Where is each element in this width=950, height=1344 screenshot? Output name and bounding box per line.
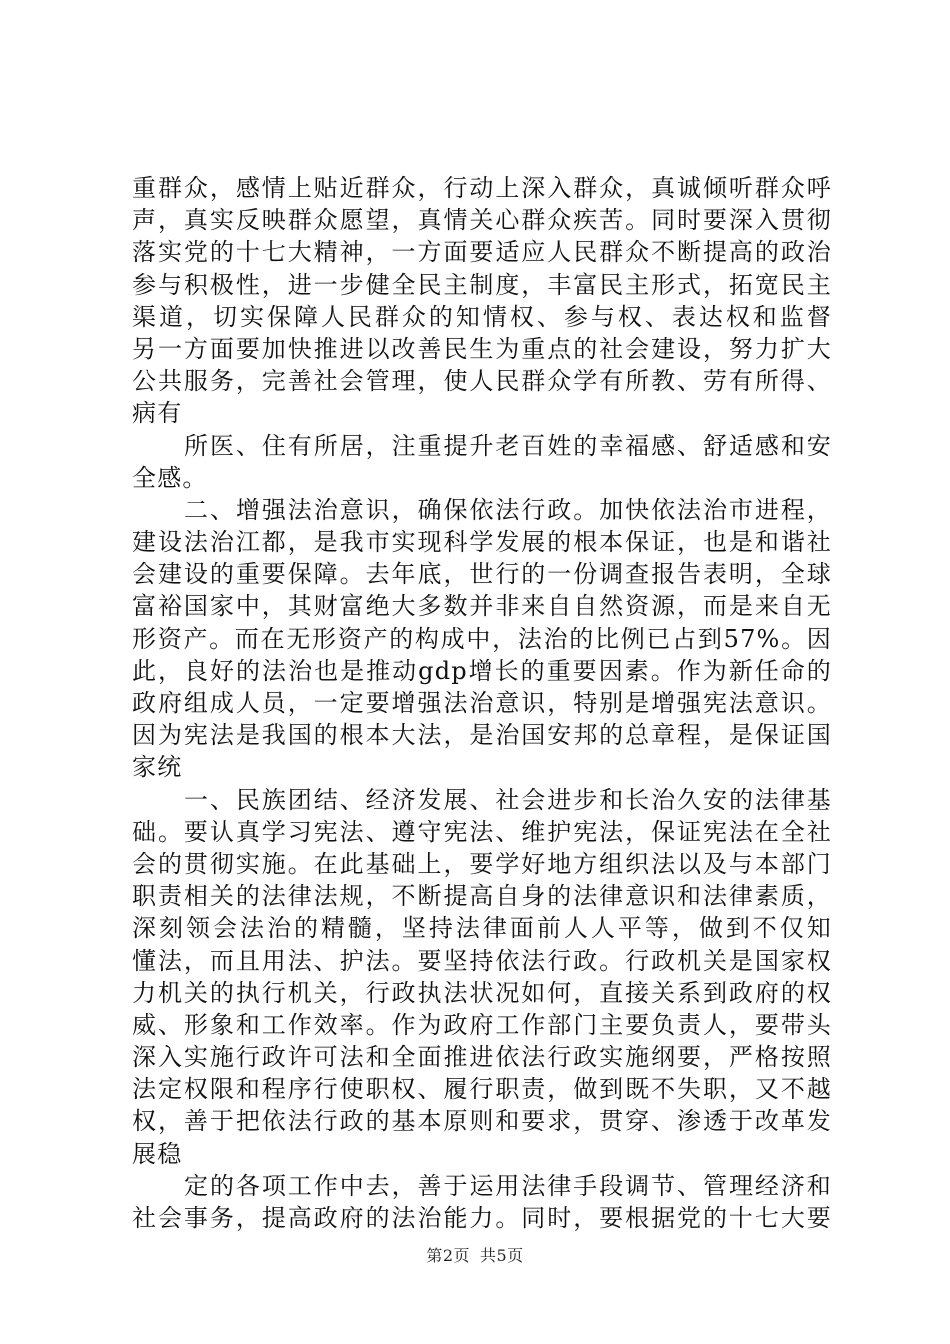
text-line: 定的各项工作中去，善于运用法律手段调节、管理经济和 <box>184 1171 832 1200</box>
text-line: 渠道，切实保障人民群众的知情权、参与权、表达权和监督 <box>132 302 832 331</box>
text-line: 深刻领会法治的精髓，坚持法律面前人人平等，做到不仅知 <box>132 914 832 943</box>
text-line: 社会事务，提高政府的法治能力。同时，要根据党的十七大要 <box>132 1204 832 1232</box>
text-line: 展稳 <box>132 1139 183 1168</box>
text-line: 政府组成人员，一定要增强法治意识，特别是增强宪法意识。 <box>132 689 832 717</box>
text-line: 家统 <box>132 753 183 782</box>
text-line: 础。要认真学习宪法、遵守宪法、维护宪法，保证宪法在全社 <box>132 817 832 846</box>
page-number: 第2页 <box>426 1246 470 1265</box>
text-line: 落实党的十七大精神，一方面要适应人民群众不断提高的政治 <box>132 238 832 267</box>
text-line: 会的贯彻实施。在此基础上，要学好地方组织法以及与本部门 <box>132 849 832 878</box>
text-line: 职责相关的法律法规，不断提高自身的法律意识和法律素质， <box>132 882 832 911</box>
text-line: 形资产。而在无形资产的构成中，法治的比例已占到57%。因 <box>132 624 832 653</box>
text-line: 全感。 <box>132 463 208 492</box>
text-line: 富裕国家中，其财富绝大多数并非来自自然资源，而是来自无 <box>132 592 832 621</box>
text-line: 公共服务，完善社会管理，使人民群众学有所教、劳有所得、 <box>132 367 832 396</box>
page-total: 共5页 <box>480 1246 524 1265</box>
text-line: 权，善于把依法行政的基本原则和要求，贯穿、渗透于改革发 <box>132 1107 832 1136</box>
text-line: 因为宪法是我国的根本大法，是治国安邦的总章程，是保证国 <box>132 721 832 750</box>
page-footer <box>0 1243 950 1266</box>
text-line: 懂法，而且用法、护法。要坚持依法行政。行政机关是国家权 <box>132 946 832 975</box>
text-line: 所医、住有所居，注重提升老百姓的幸福感、舒适感和安 <box>184 431 832 460</box>
text-line: 一、民族团结、经济发展、社会进步和长治久安的法律基 <box>184 785 832 814</box>
text-line: 会建设的重要保障。去年底，世行的一份调查报告表明，全球 <box>132 560 832 589</box>
text-line: 声，真实反映群众愿望，真情关心群众疾苦。同时要深入贯彻 <box>132 206 832 235</box>
text-line: 威、形象和工作效率。作为政府工作部门主要负责人，要带头 <box>132 1010 832 1039</box>
text-line: 病有 <box>132 399 183 428</box>
text-line: 重群众，感情上贴近群众，行动上深入群众，真诚倾听群众呼 <box>132 174 832 202</box>
text-line: 力机关的执行机关，行政执法状况如何，直接关系到政府的权 <box>132 978 832 1007</box>
text-line: 参与积极性，进一步健全民主制度，丰富民主形式，拓宽民主 <box>132 270 832 299</box>
text-line: 深入实施行政许可法和全面推进依法行政实施纲要，严格按照 <box>132 1043 832 1072</box>
text-line: 此，良好的法治也是推动gdp增长的重要因素。作为新任命的 <box>132 656 832 685</box>
text-line: 另一方面要加快推进以改善民生为重点的社会建设，努力扩大 <box>132 334 832 363</box>
text-line: 法定权限和程序行使职权、履行职责，做到既不失职，又不越 <box>132 1075 832 1104</box>
document-body <box>132 172 832 1234</box>
text-line: 建设法治江都，是我市实现科学发展的根本保证，也是和谐社 <box>132 528 832 557</box>
text-line: 二、增强法治意识，确保依法行政。加快依法治市进程， <box>184 495 832 524</box>
